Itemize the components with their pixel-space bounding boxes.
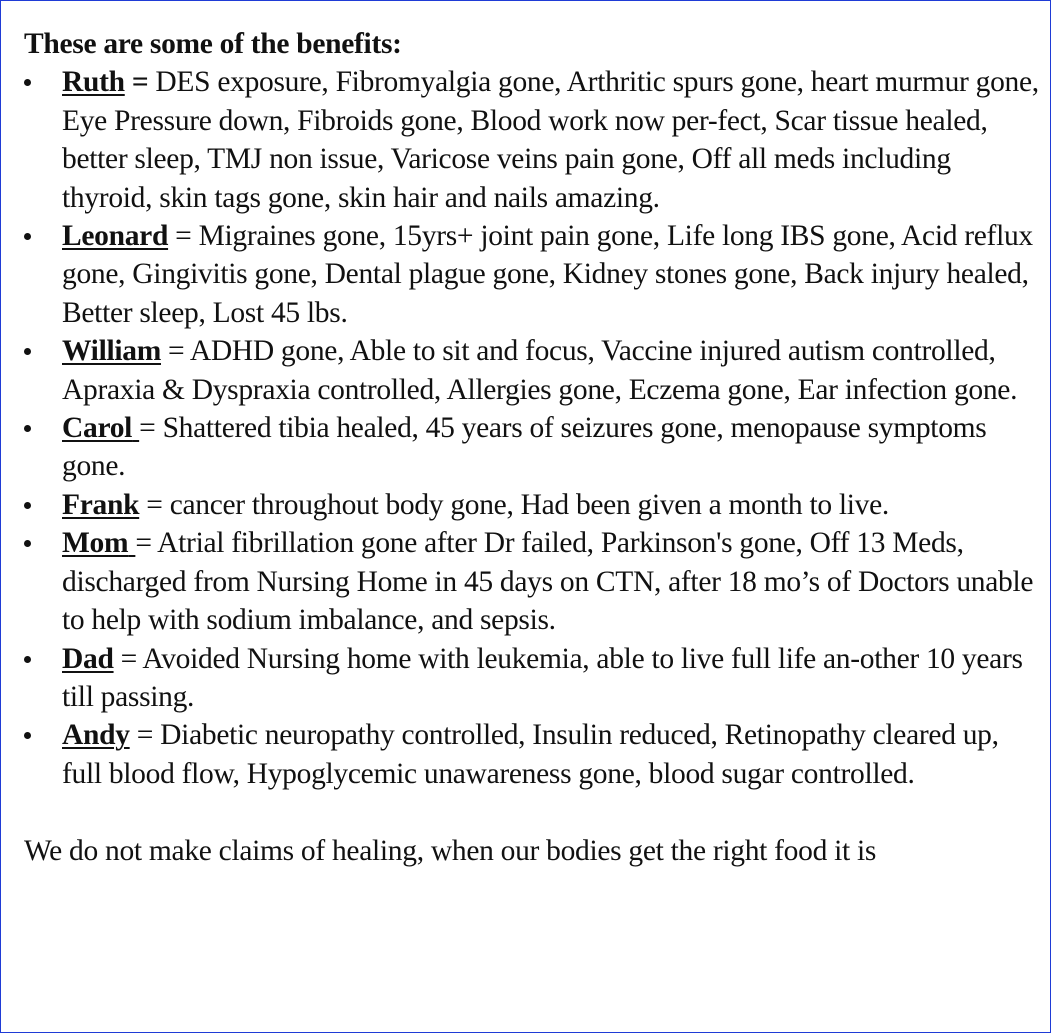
bullet-icon [24, 732, 31, 739]
separator: = [160, 335, 190, 368]
bullet-icon [24, 540, 31, 547]
person-name: Dad [62, 642, 114, 675]
document-content [24, 25, 1039, 899]
person-name: Carol [62, 412, 133, 445]
benefit-text: ADHD gone, Able to sit and focus, Vaccine injured autism controlled, Apraxia & Dyspraxia controlled, Allergies gone, Eczema gone, Ear infection gone. [62, 335, 1018, 406]
person-name: Andy [62, 719, 130, 752]
benefit-text: cancer throughout body gone, Had been given a month to live. [169, 488, 889, 521]
person-name: Ruth [62, 66, 125, 99]
disclaimer-text: We do not make claims of healing, when our bodies get the right food it is [24, 834, 877, 867]
separator: = [124, 66, 156, 99]
list-item [24, 217, 1039, 332]
separator: = [139, 412, 163, 445]
benefit-text: Atrial fibrillation gone after Dr failed, Parkinson's gone, Off 13 Meds, discharged from Nursing Home in 45 days on CTN, after 18 mo’s of Doctors unable to help with sodium imbalance, and sepsis. [62, 527, 1034, 637]
bullet-icon [24, 656, 31, 663]
bullet-icon [24, 425, 31, 432]
separator: = [113, 642, 143, 675]
bullet-icon [24, 79, 31, 86]
list-item [24, 486, 1039, 524]
list-item [24, 63, 1039, 217]
list-item [24, 409, 1039, 486]
benefit-text: DES exposure, Fibromyalgia gone, Arthritic spurs gone, heart murmur gone, Eye Pressure down, Fibroids gone, Blood work now per-fect, Scar tissue healed, better sleep, TMJ non issue, Varicose veins pain gone, Off all meds including thyroid, skin tags gone, skin hair and nails amazing. [62, 66, 1039, 214]
list-item [24, 640, 1039, 717]
bullet-icon [24, 348, 31, 355]
bullet-icon [24, 233, 31, 240]
list-item [24, 524, 1039, 639]
person-name: Mom [62, 527, 129, 560]
benefits-heading: These are some of the benefits: [24, 28, 402, 60]
separator: = [129, 719, 161, 752]
separator: = [135, 527, 158, 560]
benefit-text: Migraines gone, 15yrs+ joint pain gone, Life long IBS gone, Acid reflux gone, Gingivitis gone, Dental plague gone, Kidney stones gone, Back injury healed, Better sleep, Lost 45 lbs. [62, 220, 1033, 329]
person-name: Leonard [62, 220, 169, 253]
benefit-text: Avoided Nursing home with leukemia, able to live full life an-other 10 years till passing. [62, 642, 1023, 713]
benefit-text: Shattered tibia healed, 45 years of seizures gone, menopause symptoms gone. [62, 412, 987, 483]
separator: = [168, 220, 199, 253]
person-name: Frank [62, 488, 140, 521]
person-name: William [62, 335, 161, 368]
bullet-icon [24, 502, 31, 509]
list-item [24, 716, 1039, 793]
benefit-text: Diabetic neuropathy controlled, Insulin reduced, Retinopathy cleared up, full blood flow, Hypoglycemic unawareness gone, blood sugar controlled. [62, 719, 999, 790]
benefits-list [24, 63, 1039, 793]
separator: = [139, 488, 170, 521]
list-item [24, 332, 1039, 409]
